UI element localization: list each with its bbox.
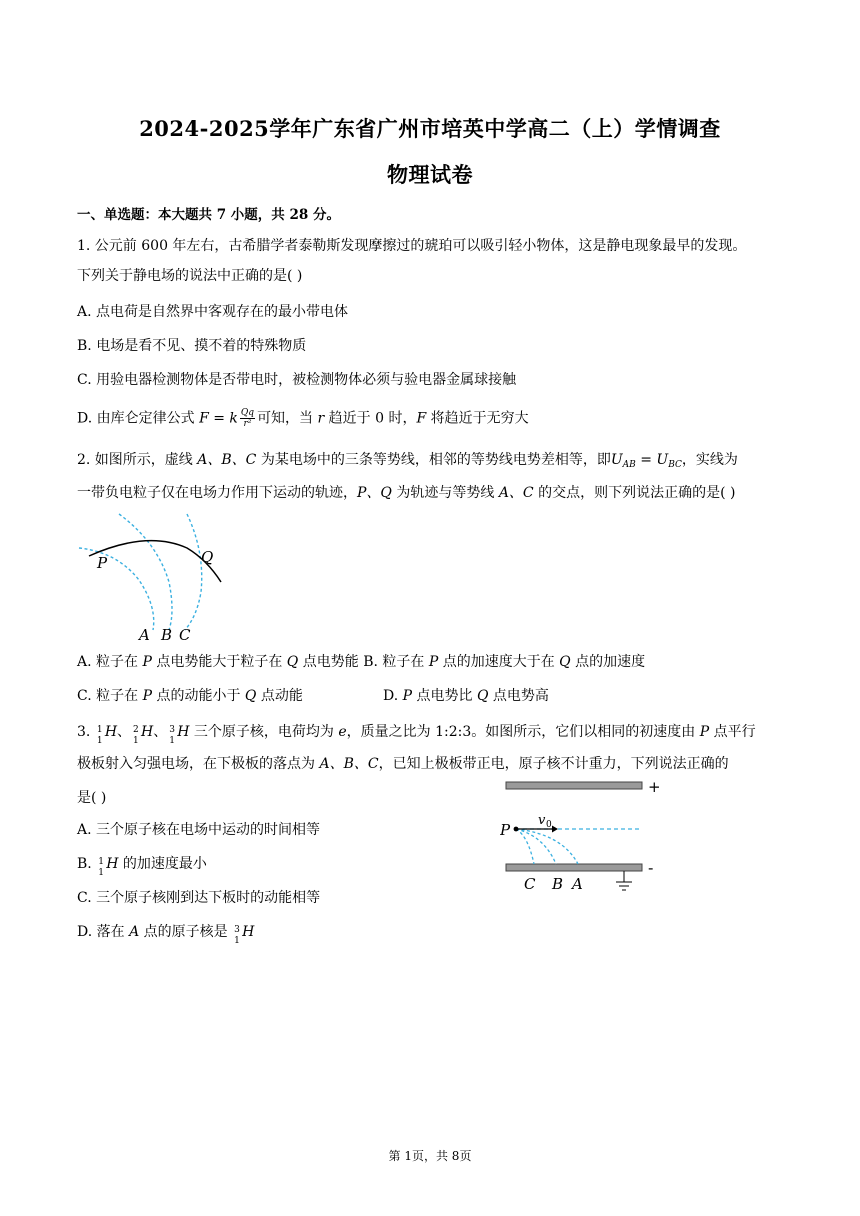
- q3-label-p: P: [500, 821, 511, 839]
- q2-opt-text: D.: [383, 688, 403, 704]
- q3-label-v0: v: [538, 813, 546, 828]
- q2-text: 2. 如图所示，虚线: [77, 452, 198, 468]
- q1-option-d-mid2: 趋近于 0 时，: [324, 410, 417, 427]
- q3-sep: 、: [153, 724, 168, 740]
- q1-var-f: F: [199, 410, 209, 427]
- q3-var-h: H: [141, 724, 154, 740]
- q1-option-c: C. 用验电器检测物体是否带电时，被检测物体必须与验电器金属球接触: [77, 372, 517, 388]
- q3-text: ，已知上极板带正电，原子核不计重力，下列说法正确的: [378, 756, 729, 772]
- section-heading: 一、单选题：本大题共 7 小题，共 28 分。: [77, 207, 340, 223]
- q3-sep: 、: [117, 724, 132, 740]
- q3-opt-text: D. 落在: [77, 924, 130, 940]
- q2-var-q: Q: [476, 688, 489, 704]
- q2-var-p: P: [428, 654, 439, 670]
- q2-opt-text: 点的加速度大于在: [438, 654, 560, 670]
- q1-option-d-prefix: D. 由库仑定律公式: [77, 410, 200, 427]
- q2-text: 一带负电粒子仅在电场力作用下运动的轨迹，: [77, 485, 357, 501]
- q3-opt-text: B.: [77, 856, 97, 872]
- q2-text: 为某电场中的三条等势线，相邻的等势线电势差相等，即: [256, 452, 611, 468]
- q2-opt-text: B. 粒子在: [363, 654, 429, 670]
- q1-option-d: [77, 408, 787, 429]
- q3-text: 极板射入匀强电场，在下极板的落点为: [77, 756, 320, 772]
- q2-stem-line1: [77, 450, 787, 475]
- q2-option-b: [363, 654, 645, 670]
- q1-stem-line2: 下列关于静电场的说法中正确的是( ): [77, 268, 303, 284]
- q2-text: ，实线为: [681, 452, 738, 468]
- q2-option-d: [383, 688, 549, 704]
- q2-equipotential-figure: [77, 512, 237, 644]
- q3-iso-sub: 1: [96, 736, 103, 746]
- q2-label-p: P: [97, 554, 108, 572]
- q2-var-q: Q: [286, 654, 299, 670]
- q2-vars-ac: A、C: [498, 485, 534, 501]
- q3-label-plus: +: [648, 778, 661, 796]
- q2-opt-text: A. 粒子在: [77, 654, 143, 670]
- q2-text: 为轨迹与等势线: [391, 485, 499, 501]
- q2-vars-pq: P、Q: [357, 485, 392, 501]
- q2-label-c: C: [179, 626, 191, 644]
- q3-iso-1: [96, 856, 106, 878]
- q2-var-p: P: [402, 688, 413, 704]
- q3-iso-3: [232, 924, 242, 946]
- q3-label-c: C: [524, 875, 536, 893]
- q3-label-minus: -: [648, 859, 654, 877]
- q3-stem-line2: [77, 754, 787, 774]
- q3-option-c: C. 三个原子核刚到达下板时的动能相等: [77, 890, 321, 906]
- q2-var-p: P: [142, 688, 152, 704]
- q2-sub-bc: BC: [668, 460, 682, 470]
- q3-vars-abc: A、B、C: [319, 756, 379, 772]
- q3-text: 三个原子核，电荷均为: [189, 724, 339, 740]
- q2-opt-text: 点电势能: [298, 654, 359, 670]
- q3-var-h: H: [106, 856, 119, 872]
- q2-var-q: Q: [559, 654, 571, 670]
- q3-option-b: [77, 854, 787, 878]
- q2-opt-text: 点的动能小于: [152, 688, 245, 704]
- q2-equipotential-a: [79, 548, 154, 630]
- q3-var-p: P: [699, 724, 710, 740]
- q2-opt-text: 点的加速度: [570, 654, 646, 670]
- q3-stem-line3: 是( ): [77, 790, 107, 806]
- q3-var-h: H: [242, 924, 255, 940]
- q2-equipotential-b: [119, 514, 172, 630]
- q3-iso-2: [131, 724, 141, 746]
- q2-text: 的交点，则下列说法正确的是( ): [533, 485, 736, 501]
- q3-label-b: B: [552, 875, 564, 893]
- q2-options-row2: [77, 686, 787, 706]
- q2-vars-abc: A、B、C: [197, 452, 257, 468]
- q2-opt-text: 点电势高: [488, 688, 549, 704]
- q1-eq-k: = k: [208, 410, 238, 427]
- q3-iso-sub: 1: [98, 868, 104, 878]
- q1-fraction-den: r²: [243, 419, 252, 429]
- q3-number: 3.: [77, 724, 95, 740]
- q2-options-row1: [77, 652, 787, 672]
- q3-upper-plate: [506, 782, 642, 789]
- q3-iso-sup: 2: [133, 725, 139, 735]
- q3-iso-sup: 1: [98, 857, 104, 867]
- q1-option-a: A. 点电荷是自然界中客观存在的最小带电体: [77, 304, 349, 320]
- q1-var-f2: F: [416, 410, 427, 427]
- q2-label-a: A: [139, 626, 150, 644]
- q3-text: ，质量之比为 1:2:3。如图所示，它们以相同的初速度由: [346, 724, 700, 740]
- q3-opt-text: 的加速度最小: [118, 856, 207, 872]
- q1-option-b: B. 电场是看不见、摸不着的特殊物质: [77, 338, 307, 354]
- q1-stem-line1: 1. 公元前 600 年左右，古希腊学者泰勒斯发现摩擦过的琥珀可以吸引轻小物体，这是静电现象最早的发现。: [77, 238, 747, 254]
- q2-option-a: [77, 654, 359, 670]
- q2-equals: =: [635, 452, 657, 468]
- q3-var-h: H: [104, 724, 118, 740]
- q3-text: 点平行: [709, 724, 756, 740]
- q3-iso-sup: 3: [169, 725, 175, 735]
- q2-opt-text: C. 粒子在: [77, 688, 143, 704]
- q3-iso-sup: 1: [96, 725, 103, 735]
- q2-var-p: P: [142, 654, 152, 670]
- q2-stem-line2: [77, 483, 787, 503]
- q3-iso-sub: 1: [169, 736, 175, 746]
- q2-var-u: U: [610, 452, 623, 468]
- exam-title: 2024-2025学年广东省广州市培英中学高二（上）学情调查: [139, 116, 721, 141]
- q1-fraction: [240, 408, 255, 429]
- q3-iso-3: [167, 724, 177, 746]
- q3-option-d: [77, 922, 787, 946]
- q3-var-e: e: [338, 724, 347, 740]
- q1-option-d-suffix: 将趋近于无穷大: [426, 410, 529, 427]
- q1-fraction-num: Qq: [240, 408, 255, 418]
- q2-equipotential-c: [185, 514, 202, 630]
- q3-opt-text: 点的原子核是: [139, 924, 233, 940]
- q3-iso-sup: 3: [234, 925, 240, 935]
- q3-var-a: A: [129, 924, 140, 940]
- q3-option-a: A. 三个原子核在电场中运动的时间相等: [77, 822, 321, 838]
- q2-var-q: Q: [244, 688, 257, 704]
- page-footer: 第 1页，共 8页: [388, 1149, 472, 1163]
- q3-iso-sub: 1: [133, 736, 139, 746]
- q3-var-h: H: [177, 724, 190, 740]
- q3-iso-1: [95, 724, 105, 746]
- q3-stem-line1: [77, 722, 787, 746]
- q2-opt-text: 点电势比: [412, 688, 477, 704]
- q2-sub-ab: AB: [622, 460, 636, 470]
- q2-opt-text: 点电势能大于粒子在: [151, 654, 287, 670]
- exam-subtitle: 物理试卷: [387, 162, 473, 187]
- q2-option-c: [77, 686, 383, 706]
- q2-var-u: U: [656, 452, 669, 468]
- q1-var-r: r: [317, 410, 325, 427]
- q3-label-v0-sub: 0: [546, 820, 552, 830]
- q2-label-q: Q: [201, 548, 214, 566]
- q3-iso-sub: 1: [234, 936, 240, 946]
- q1-option-d-mid: 可知，当: [257, 410, 318, 427]
- q2-opt-text: 点动能: [256, 688, 303, 704]
- q3-label-a: A: [572, 875, 583, 893]
- q2-label-b: B: [161, 626, 173, 644]
